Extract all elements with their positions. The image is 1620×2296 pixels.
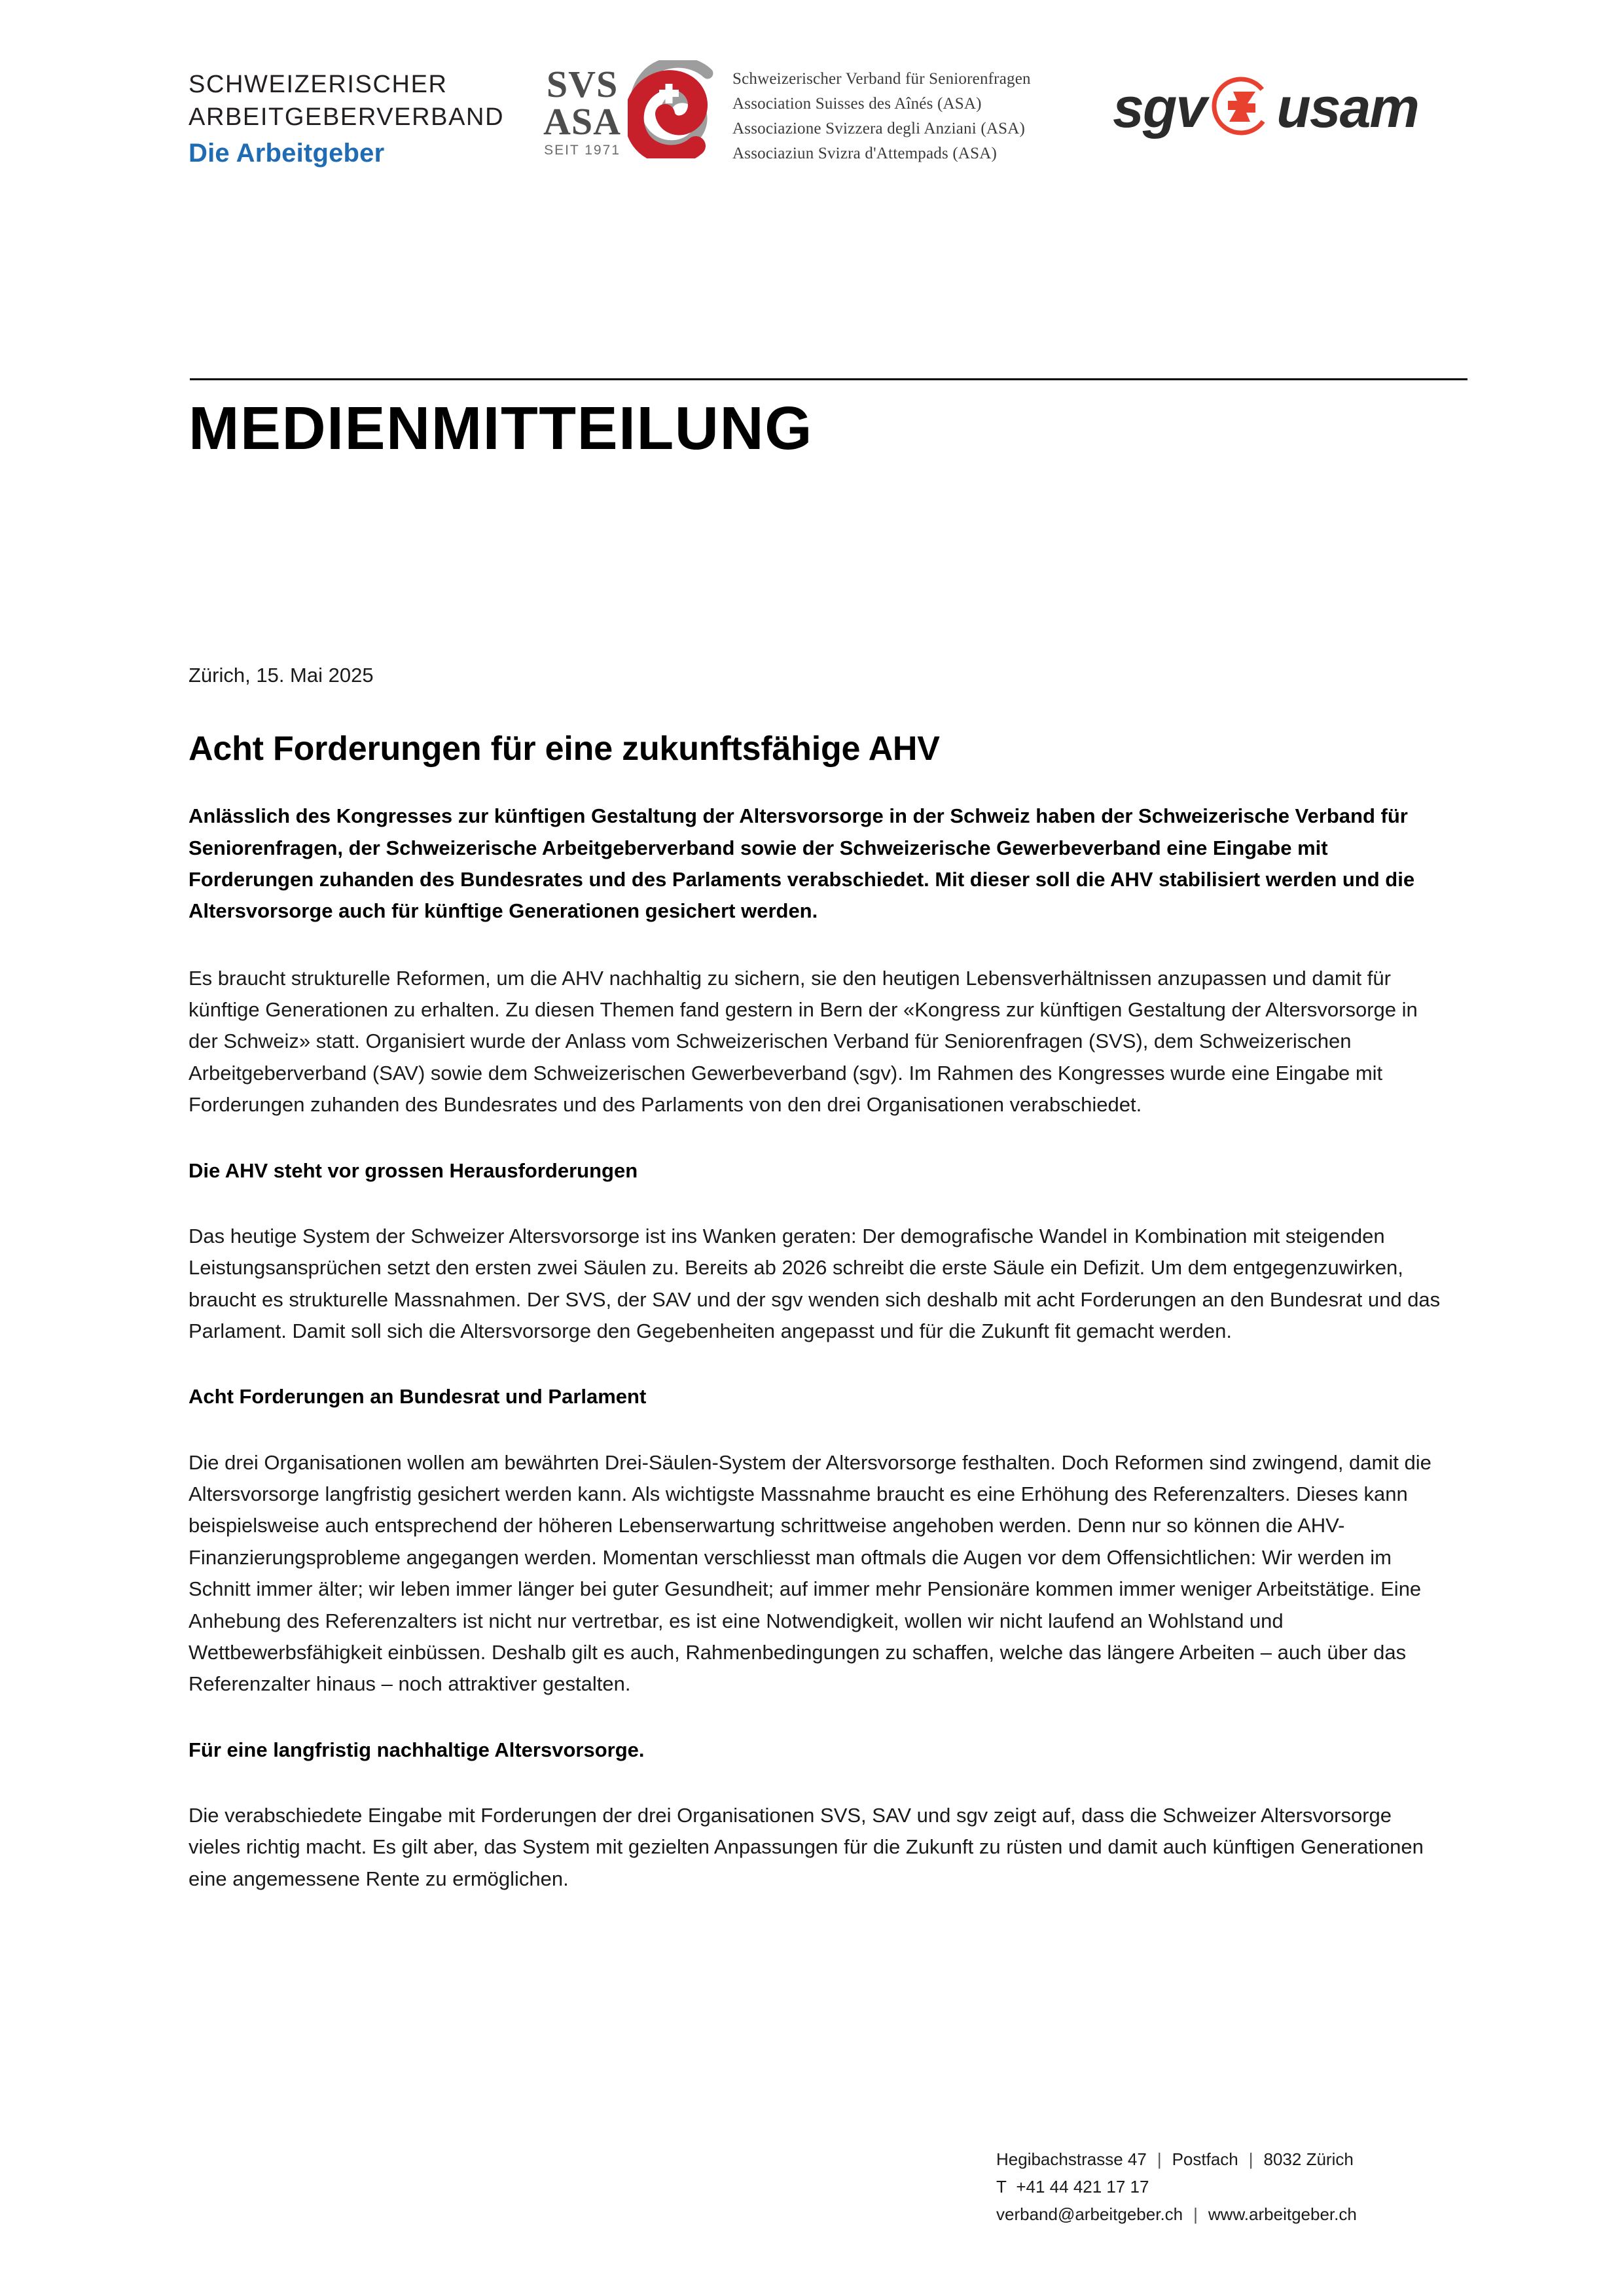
- body-paragraph-3: Die drei Organisationen wollen am bewährten Drei-Säulen-System der Altersvorsorge festhalten. Doch Reformen sind zwingend, damit die Altersvorsorge langfristig gesichert werden kann. Als wichtigste Massnahme braucht es eine Erhöhung des Referenzalters. Dieses kann beispielsweise auch entsprechend der höheren Lebenserwartung schrittweise angehoben werden. Denn nur so können die AHV-Finanzierungsprobleme angegangen werden. Momentan verschliesst man oftmals die Augen vor dem Offensichtlichen: Wir werden im Schnitt immer älter; wir leben immer länger bei guter Gesundheit; auf immer mehr Pensionäre kommen immer weniger Arbeitstätige. Eine Anhebung des Referenzalters ist nicht nur vertretbar, es ist eine Notwendigkeit, wollen wir nicht laufend an Wohlstand und Wettbewerbsfähigkeit einbüssen. Deshalb gilt es auch, Rahmenbedingungen zu schaffen, welche das längere Arbeiten – auch über das Referenzalter hinaus – noch attraktiver gestalten.: [189, 1450, 1431, 1696]
- footer-contact-line: [996, 2200, 1467, 2228]
- svs-logo-names: [732, 60, 1031, 166]
- press-release-content: [189, 661, 1445, 1929]
- body-paragraph-2: Das heutige System der Schweizer Altersvorsorge ist ins Wanken geraten: Der demografische Wandel in Kombination mit steigenden Leistungsansprüchen setzt den ersten zwei Säulen zu. Bereits ab 2026 schreibt die erste Säule ein Defizit. Um dem entgegenzuwirken, braucht es strukturelle Massnahmen. Der SVS, der SAV und der sgv wenden sich deshalb mit acht Forderungen an den Bundesrat und das Parlament. Damit soll sich die Altersvorsorge den Gegebenheiten angepasst und für die Zukunft fit gemacht werden.: [189, 1224, 1441, 1342]
- body-paragraph-1: Es braucht strukturelle Reformen, um die AHV nachhaltig zu sichern, sie den heutigen Lebensverhältnissen anzupassen und damit für künftige Generationen zu erhalten. Zu diesen Themen fand gestern in Bern der «Kongress zur künftigen Gestaltung der Altersvorsorge in der Schweiz» statt. Organisiert wurde der Anlass vom Schweizerischen Verband für Seniorenfragen (SVS), dem Schweizerischen Arbeitgeberverband (SAV) sowie dem Schweizerischen Gewerbeverband (sgv). Im Rahmen des Kongresses wurde eine Eingabe mit Forderungen zuhanden des Bundesrates und des Parlaments von den drei Organisationen verabschiedet.: [189, 966, 1418, 1117]
- svs-name-de: Schweizerischer Verband für Seniorenfragen: [732, 70, 1031, 88]
- section-heading-2: Acht Forderungen an Bundesrat und Parlament: [189, 1385, 647, 1408]
- sav-logo-line1: SCHWEIZERISCHER: [189, 71, 448, 98]
- footer-separator-3: |: [1193, 2204, 1198, 2225]
- svs-abbr-line1: SVS: [546, 62, 619, 105]
- sav-logo-line2: ARBEITGEBERVERBAND: [189, 103, 505, 132]
- footer-city: 8032 Zürich: [1263, 2149, 1354, 2169]
- svs-name-rm: Associaziun Svizra d'Attempads (ASA): [732, 145, 998, 162]
- sav-logo-claim: Die Arbeitgeber: [189, 139, 385, 168]
- header-divider: [190, 378, 1467, 380]
- sgv-wordmark: sgv: [1113, 76, 1206, 139]
- document-type-title: MEDIENMITTEILUNG: [189, 394, 813, 462]
- sav-logo: [189, 68, 555, 168]
- svs-name-fr: Association Suisses des Aînés (ASA): [732, 95, 982, 113]
- logo-bar: [0, 47, 1620, 171]
- footer-separator-1: |: [1157, 2149, 1162, 2169]
- section-heading-3: Für eine langfristig nachhaltige Altersvorsorge.: [189, 1738, 645, 1761]
- usam-wordmark: usam: [1276, 76, 1418, 139]
- footer-street: Hegibachstrasse 47: [996, 2149, 1147, 2169]
- footer-contact-block: [996, 2145, 1467, 2228]
- svs-logo-letters: [543, 63, 621, 159]
- svs-swirl-icon: [628, 60, 718, 162]
- svs-asa-logo: [543, 60, 1031, 166]
- page-title: Acht Forderungen für eine zukunftsfähige AHV: [189, 729, 940, 768]
- sgv-usam-logo: [1113, 72, 1418, 143]
- footer-email[interactable]: verband@arbeitgeber.ch: [996, 2204, 1183, 2225]
- svs-logo-mark: [543, 60, 718, 162]
- footer-separator-2: |: [1248, 2149, 1253, 2169]
- body-paragraph-4: Die verabschiedete Eingabe mit Forderungen der drei Organisationen SVS, SAV und sgv zeigt auf, dass die Schweizer Altersvorsorge vieles richtig macht. Es gilt aber, das System mit gezielten Anpassungen für die Zukunft zu rüsten und damit auch künftigen Generationen eine angemessene Rente zu ermöglichen.: [189, 1803, 1424, 1890]
- footer-website[interactable]: www.arbeitgeber.ch: [1208, 2204, 1357, 2225]
- svs-since-label: SEIT 1971: [544, 143, 621, 158]
- lead-paragraph: Anlässlich des Kongresses zur künftigen Gestaltung der Altersvorsorge in der Schweiz haben der Schweizerische Verband für Seniorenfragen, der Schweizerische Arbeitgeberverband sowie der Schweizerische Gewerbeverband eine Eingabe mit Forderungen zuhanden des Bundesrates und des Parlaments verabschiedet. Mit dieser soll die AHV stabilisiert werden und die Altersvorsorge auch für künftige Generationen gesichert werden.: [189, 804, 1415, 923]
- svs-name-it: Associazione Svizzera degli Anziani (ASA): [732, 120, 1025, 137]
- section-heading-1: Die AHV steht vor grossen Herausforderungen: [189, 1158, 638, 1182]
- footer-phone-label: T: [996, 2177, 1007, 2197]
- footer-phone-number: +41 44 421 17 17: [1016, 2177, 1149, 2197]
- svs-abbr-line2: ASA: [543, 99, 622, 143]
- sgv-swiss-cross-icon: [1207, 72, 1275, 143]
- footer-phone-line: [996, 2173, 1467, 2200]
- dateline: Zürich, 15. Mai 2025: [189, 664, 374, 687]
- footer-address-line: [996, 2145, 1467, 2173]
- footer-postbox: Postfach: [1172, 2149, 1238, 2169]
